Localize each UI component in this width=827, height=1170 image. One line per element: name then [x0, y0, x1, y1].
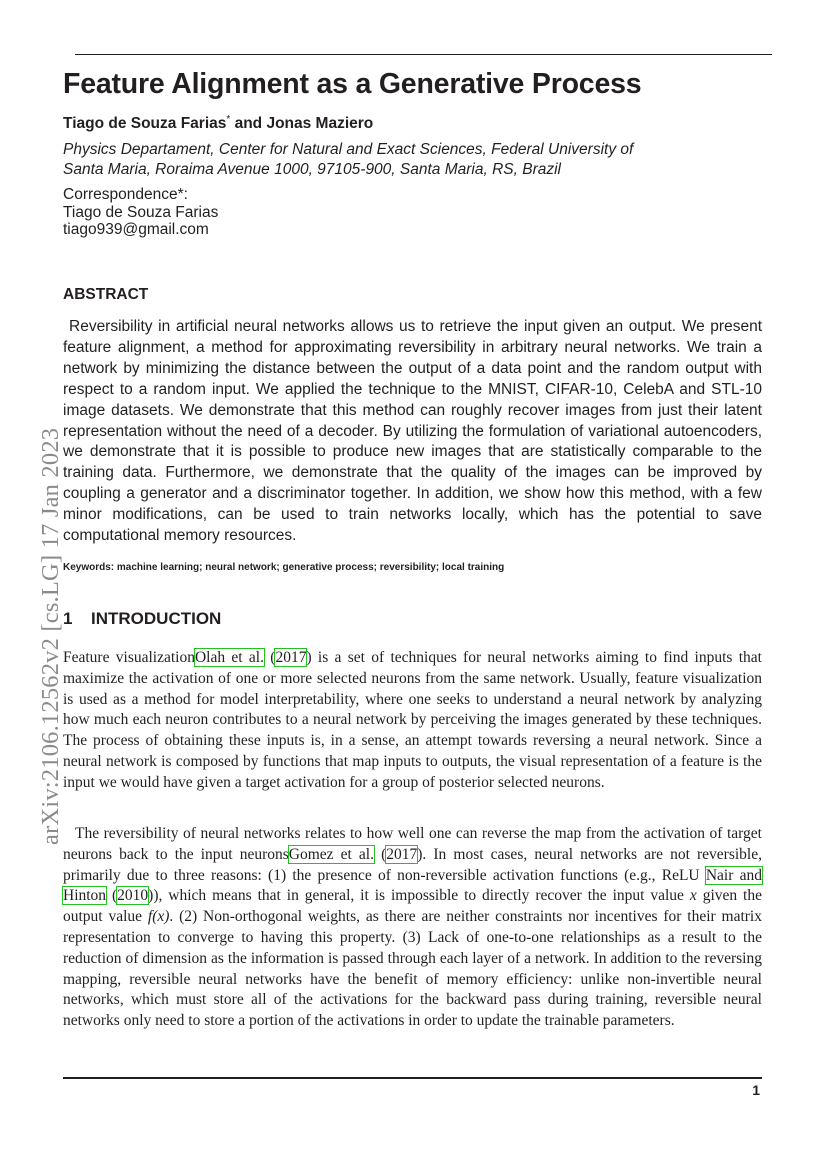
math-fx: f(x) — [147, 908, 170, 926]
correspondence-block — [63, 186, 218, 239]
text-run: given the output value — [63, 887, 762, 926]
paper-title: Feature Alignment as a Generative Process — [63, 68, 642, 100]
section-heading-introduction — [63, 609, 221, 629]
author-first: Tiago de Souza Farias — [63, 115, 227, 132]
arxiv-stamp: arXiv:2106.12562v2 [cs.LG] 17 Jan 2023 — [37, 427, 64, 845]
correspondence-mark: * — [226, 114, 231, 125]
text-run: ( — [263, 649, 276, 666]
text-run: ). In most cases, neural networks are not reversible, primarily due to three reasons: (1) the presence of non-reversible activation functions (e.g., ReLU — [63, 845, 762, 884]
abstract-text: Reversibility in artificial neural networks allows us to retrieve the input given an output. We present feature alignment, a method for approximating reversibility in arbitrary neural networks. We train a network by minimizing the distance between the output of a data point and the random output with respect to a random input. We applied the technique to the MNIST, CIFAR-10, CelebA and STL-10 image datasets. We demonstrate that this method can roughly recover images from just their latent representation without the need of a decoder. By utilizing the formulation of variational autoencoders, we demonstrate that it is possible to produce new images that are statistically comparable to the training data. Furthermore, we demonstrate that the quality of the images can be improved by coupling a generator and a discriminator together. In addition, we show how this method, with a few minor modifications, can be used to train networks locally, which has the potential to save computational memory resources. — [63, 318, 762, 545]
section-number: 1 — [63, 609, 73, 628]
citation-link[interactable]: Gomez et al. — [288, 845, 374, 863]
citation-year-link[interactable]: 2017 — [275, 649, 307, 666]
footer-rule — [63, 1077, 762, 1079]
correspondence-email[interactable]: tiago939@gmail.com — [63, 221, 209, 238]
text-run: ( — [373, 845, 387, 863]
header-rule — [75, 54, 772, 55]
text-run: . (2) Non-orthogonal weights, as there are neither constraints nor incentives for their matrix representation to converge to having this property. (3) Lack of one-to-one relationships as a result to the reduction of dimension as the information is passed through each layer of a network. In addition to the reversing mapping, reversible neural networks have the benefit of memory efficiency: unlike non-invertible neural networks, which must store all of the activations for the backward pass during training, reversible neural networks only need to store a portion of the activations in order to update the trainable parameters. — [63, 908, 762, 1030]
citation-year-link[interactable]: 2017 — [386, 845, 418, 863]
text-run: Feature visualization — [63, 649, 195, 666]
correspondence-label: Correspondence*: — [63, 186, 188, 203]
affiliation-line-2: Santa Maria, Roraima Avenue 1000, 97105-900, Santa Maria, RS, Brazil — [63, 161, 561, 178]
affiliation — [63, 140, 703, 180]
text-run: The reversibility of neural networks relates to how well one can reverse the map from the activation of target neurons back to the input neurons — [63, 825, 762, 863]
page-number: 1 — [752, 1082, 760, 1098]
keywords: Keywords: machine learning; neural network; generative process; reversibility; local training — [63, 562, 505, 573]
text-run: ( — [106, 887, 118, 905]
affiliation-line-1: Physics Departament, Center for Natural and Exact Sciences, Federal University of — [63, 141, 634, 158]
citation-year-link[interactable]: 2010 — [117, 887, 149, 905]
citation-link[interactable]: Olah et al. — [194, 649, 264, 666]
section-title: INTRODUCTION — [91, 609, 222, 628]
intro-paragraph-2 — [63, 824, 762, 1032]
author-rest: and Jonas Maziero — [234, 115, 374, 132]
abstract-heading: ABSTRACT — [63, 286, 149, 303]
intro-paragraph-1 — [63, 648, 762, 794]
correspondence-name: Tiago de Souza Farias — [63, 203, 219, 221]
text-run: ) is a set of techniques for neural networks aiming to find inputs that maximize the activation of one or more selected neurons from the same network. Usually, feature visualization is used as a method for model interpretability, where one seeks to understand a neural network by analyzing how much each neuron contributes to a neural network by perceiving the images generated by these techniques. The process of obtaining these inputs is, in a sense, an attempt towards reversing a neural network. Since a neural network is composed by functions that map inputs to outputs, the visual representation of a feature is the input we would have given a target activation for a group of posterior selected neurons. — [63, 649, 762, 791]
author-line — [63, 114, 373, 133]
math-x: x — [689, 887, 697, 905]
citation-link[interactable]: Nair and Hinton — [63, 866, 762, 905]
text-run: )), which means that in general, it is impossible to directly recover the input value — [148, 887, 690, 905]
